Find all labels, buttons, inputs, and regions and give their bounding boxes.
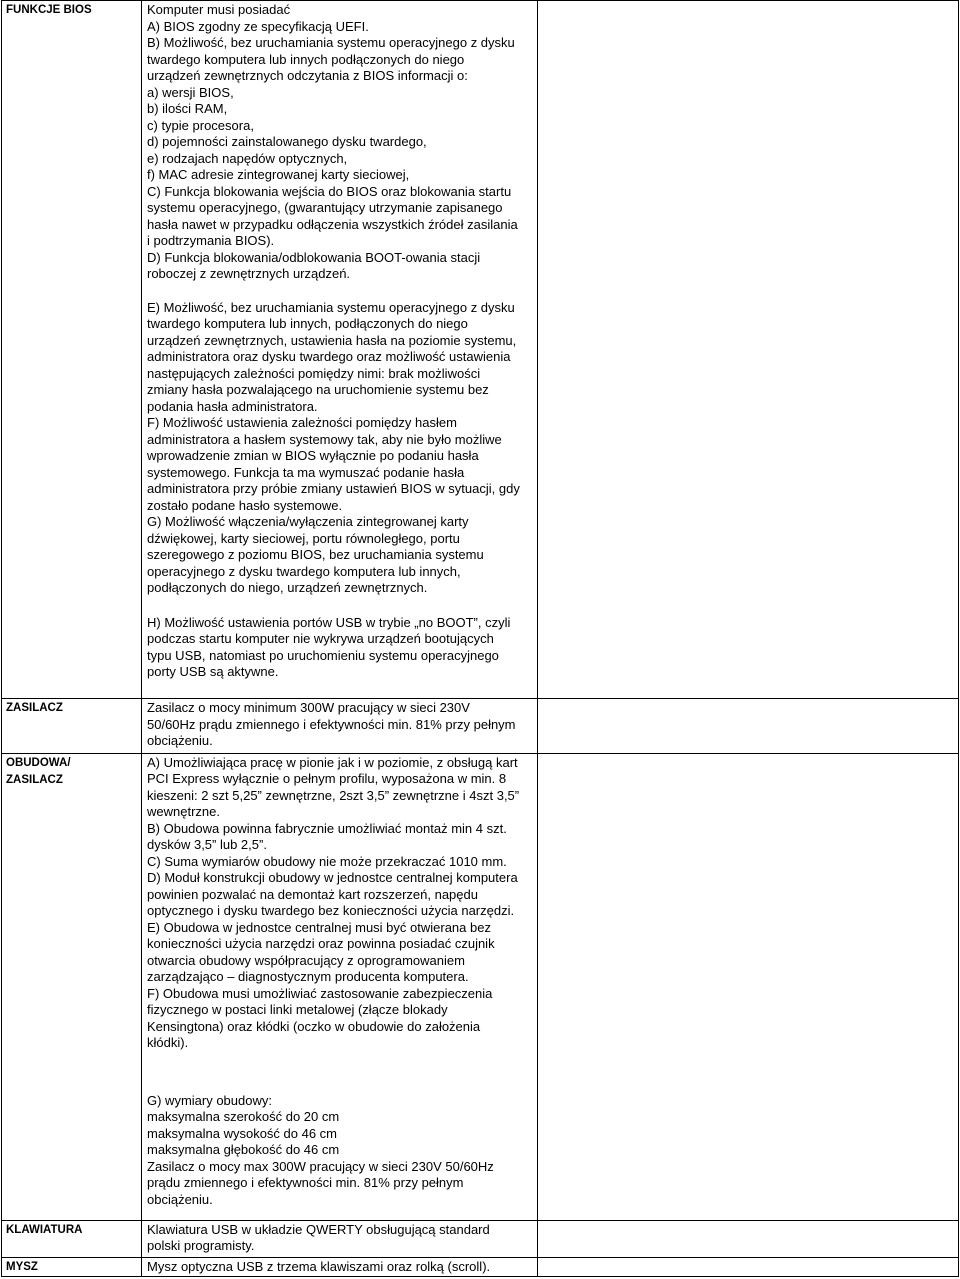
row-desc-cell	[142, 1220, 538, 1257]
spec-table	[1, 0, 959, 1277]
bios-description	[142, 1, 537, 685]
row-empty-cell	[538, 699, 959, 754]
obudowa-description	[142, 754, 537, 1214]
row-label-obudowa: OBUDOWA/ ZASILACZ	[6, 756, 71, 786]
table-row-zasilacz	[2, 699, 959, 754]
row-label-cell	[2, 1, 142, 699]
row-empty-cell	[538, 1257, 959, 1276]
row-desc-cell	[142, 753, 538, 1220]
row-label-bios: FUNKCJE BIOS	[6, 4, 92, 16]
row-empty-cell	[538, 753, 959, 1220]
row-desc-cell	[142, 699, 538, 754]
row-label-cell	[2, 1257, 142, 1276]
table-row-mysz	[2, 1257, 959, 1276]
row-label-klawiatura: KLAWIATURA	[6, 1223, 83, 1236]
bios-text-block-3: H) Możliwość ustawienia portów USB w trybie „no BOOT”, czyli podczas startu komputer nie wykrywa urządzeń bootujących typu USB, natomiast po uruchomieniu systemu operacyjnego porty USB są aktywne.	[147, 614, 511, 679]
row-desc-cell	[142, 1, 538, 699]
bios-text-block-2: E) Możliwość, bez uruchamiania systemu operacyjnego z dysku twardego komputera lub innych, podłączonych do niego urządzeń zewnętrznych, ustawienia hasła na poziomie systemu, administratora oraz dysku twardego oraz możliwość ustawienia następujących zależności pomiędzy nimi: brak możliwości zmiany hasła pozwalającego na uruchomienie systemu bez podania hasła administratora. F) Możliwość ustawienia zależności pomiędzy hasłem administratora a hasłem systemowy tak, aby nie było możliwe wprowadzenie zmian w BIOS wyłącznie po podaniu hasła systemowego. Funkcja ta ma wymuszać podanie hasła administratora przy próbie zmiany ustawień BIOS w sytuacji, gdy zostało podane hasło systemowe. G) Możliwość włączenia/wyłączenia zintegrowanej karty dźwiękowej, karty sieciowej, portu równoległego, portu szeregowego z poziomu BIOS, bez uruchamiania systemu operacyjnego z dysku twardego komputera lub innych, podłączonych do niego, urządzeń zewnętrznych.	[147, 299, 520, 595]
klawiatura-text-block-1: Klawiatura USB w układzie QWERTY obsługującą standard polski programisty.	[147, 1221, 490, 1253]
mysz-text-block-1: Mysz optyczna USB z trzema klawiszami oraz rolką (scroll).	[147, 1258, 491, 1274]
klawiatura-description	[142, 1221, 537, 1257]
mysz-description	[142, 1258, 537, 1276]
table-row-klawiatura	[2, 1220, 959, 1257]
table-row-obudowa	[2, 753, 959, 1220]
obudowa-text-block-1: A) Umożliwiająca pracę w pionie jak i w poziomie, z obsługą kart PCI Express wyłącznie o pełnym profilu, wyposażona w min. 8 kieszeni: 2 szt 5,25” zewnętrzne, 2szt 3,5” zewnętrzne i 4szt 3,5” wewnętrzne. B) Obudowa powinna fabrycznie umożliwiać montaż min 4 szt. dysków 3,5” lub 2,5”. C) Suma wymiarów obudowy nie może przekraczać 1010 mm. D) Moduł konstrukcji obudowy w jednostce centralnej komputera powinien pozwalać na demontaż kart rozszerzeń, napędu optycznego i dysku twardego bez konieczności użycia narzędzi. E) Obudowa w jednostce centralnej musi być otwierana bez konieczności użycia narzędzi oraz powinna posiadać czujnik otwarcia obudowy współpracujący z oprogramowaniem zarządzająco – diagnostycznym producenta komputera. F) Obudowa musi umożliwiać zastosowanie zabezpieczenia fizycznego w postaci linki metalowej (złącze blokady Kensingtona) oraz kłódki (oczko w obudowie do założenia kłódki).	[147, 754, 520, 1050]
row-label-cell	[2, 1220, 142, 1257]
row-empty-cell	[538, 1, 959, 699]
row-label-mysz: MYSZ	[6, 1260, 38, 1273]
row-label-cell	[2, 699, 142, 754]
row-label-cell	[2, 753, 142, 1220]
table-row-bios	[2, 1, 959, 699]
bios-text-block-1: Komputer musi posiadać A) BIOS zgodny ze specyfikacją UEFI. B) Możliwość, bez uruchamiania systemu operacyjnego z dysku twardego komputera lub innych podłączonych do niego urządzeń zewnętrznych odczytania z BIOS informacji o: a) wersji BIOS, b) ilości RAM, c) typie procesora, d) pojemności zainstalowanego dysku twardego, e) rodzajach napędów optycznych, f) MAC adresie zintegrowanej karty sieciowej, C) Funkcja blokowania wejścia do BIOS oraz blokowania startu systemu operacyjnego, (gwarantujący utrzymanie zapisanego hasła nawet w przypadku odłączenia wszystkich źródeł zasilania i podtrzymania BIOS). D) Funkcja blokowania/odblokowania BOOT-owania stacji roboczej z zewnętrznych urządzeń.	[147, 2, 518, 281]
row-desc-cell	[142, 1257, 538, 1276]
obudowa-text-block-2: G) wymiary obudowy: maksymalna szerokość do 20 cm maksymalna wysokość do 46 cm maksymalna głębokość do 46 cm Zasilacz o mocy max 300W pracujący w sieci 230V 50/60Hz prądu zmiennego i efektywności min. 81% przy pełnym obciążeniu.	[147, 1092, 494, 1207]
zasilacz-description	[142, 699, 537, 753]
zasilacz-text-block-1: Zasilacz o mocy minimum 300W pracujący w sieci 230V 50/60Hz prądu zmiennego i efektywności min. 81% przy pełnym obciążeniu.	[147, 700, 516, 748]
row-empty-cell	[538, 1220, 959, 1257]
row-label-zasilacz: ZASILACZ	[6, 702, 63, 714]
